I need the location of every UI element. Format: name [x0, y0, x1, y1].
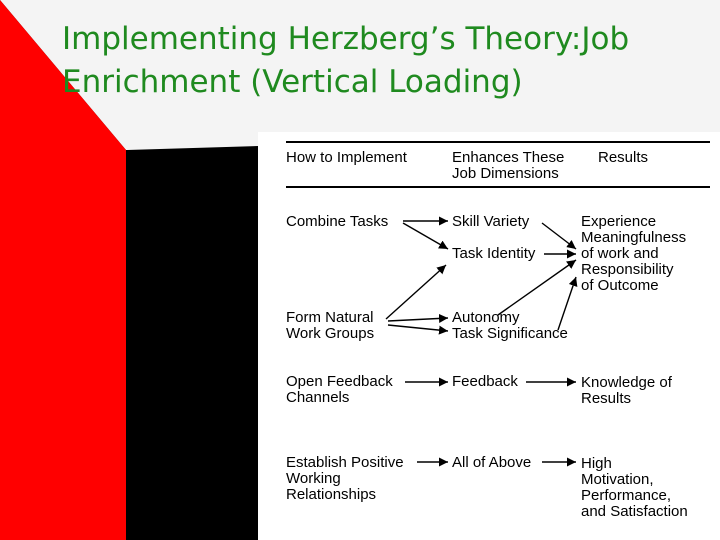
slide-title-line-1: Implementing Herzberg’s Theory:Job — [62, 21, 630, 57]
result-high-line-4: and Satisfaction — [581, 503, 688, 520]
result-experience-line-5: of Outcome — [581, 277, 659, 294]
result-high-line-3: Performance, — [581, 487, 672, 504]
diagram-panel — [258, 132, 720, 540]
header-how-to-implement: How to Implement — [286, 149, 407, 166]
dimension-all-of-above: All of Above — [452, 454, 532, 471]
slide-title — [62, 18, 702, 104]
dimension-skill-variety: Skill Variety — [452, 213, 530, 230]
result-experience-line-3: of work and — [581, 245, 659, 262]
arrow-natural-to-autonomy — [388, 318, 448, 321]
implement-feedback-line-2: Channels — [286, 389, 350, 406]
result-high-line-2: Motivation, — [581, 471, 654, 488]
implement-positive-line-2: Working — [286, 470, 341, 487]
dimension-task-significance: Task Significance — [452, 325, 568, 342]
dimension-autonomy: Autonomy — [452, 309, 520, 326]
implement-natural-line-1: Form Natural — [286, 309, 374, 326]
arrow-skill-to-experience — [542, 223, 576, 249]
header-enhances-line-1: Enhances These — [452, 149, 565, 166]
result-high-line-1: High — [581, 455, 612, 472]
result-experience-line-4: Responsibility — [581, 261, 674, 278]
implement-feedback-line-1: Open Feedback — [286, 373, 393, 390]
implement-positive-line-1: Establish Positive — [286, 454, 404, 471]
implement-natural-line-2: Work Groups — [286, 325, 375, 342]
arrow-autonomy-to-experience — [498, 260, 576, 315]
header-enhances-line-2: Job Dimensions — [452, 165, 559, 182]
header-results: Results — [598, 149, 649, 166]
arrow-natural-to-identity — [386, 265, 446, 319]
dimension-task-identity: Task Identity — [452, 245, 536, 262]
herzberg-diagram — [258, 132, 720, 540]
implement-combine-tasks: Combine Tasks — [286, 213, 389, 230]
slide-title-line-2: Enrichment (Vertical Loading) — [62, 64, 523, 100]
dimension-feedback: Feedback — [452, 373, 518, 390]
result-experience-line-1: Experience — [581, 213, 657, 230]
implement-positive-line-3: Relationships — [286, 486, 377, 503]
arrow-significance-to-experience — [558, 277, 576, 330]
result-experience-line-2: Meaningfulness — [581, 229, 687, 246]
result-knowledge-line-2: Results — [581, 390, 632, 407]
arrow-combine-to-identity — [403, 223, 448, 249]
result-knowledge-line-1: Knowledge of — [581, 374, 672, 391]
arrow-natural-to-significance — [388, 325, 448, 331]
